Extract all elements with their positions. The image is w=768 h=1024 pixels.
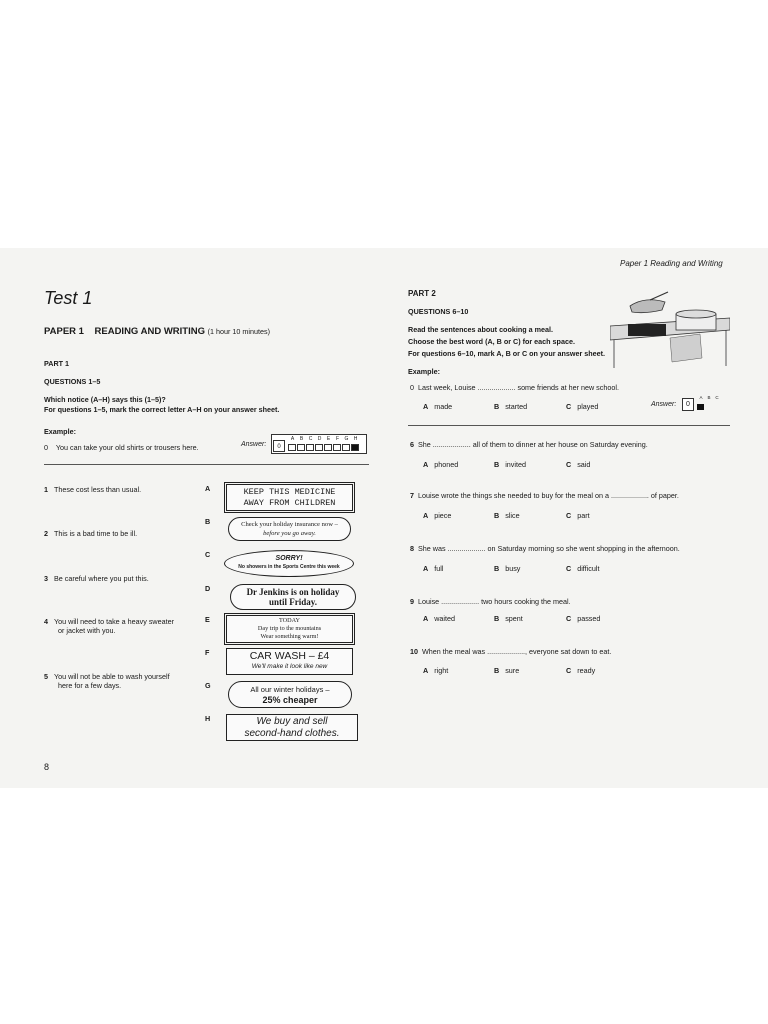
divider (44, 464, 369, 465)
notice-letter-c: C (205, 550, 211, 559)
notice-letter-e: E (205, 615, 210, 624)
paper-heading (44, 326, 270, 337)
right-divider (408, 425, 730, 426)
question-8-option-c: C difficult (566, 564, 600, 573)
notice-a: KEEP THIS MEDICINE AWAY FROM CHILDREN (226, 484, 353, 511)
right-example-option-b: B started (494, 402, 528, 411)
question-6: 6 She ................... all of them to dinner at her house on Saturday evening. (410, 440, 648, 449)
example-question (44, 443, 199, 452)
question-5: 5 You will not be able to wash yourself here for a few days. (44, 672, 170, 690)
right-answer-sheet-number: 0 (682, 398, 694, 411)
question-4: 4 You will need to take a heavy sweater or jacket with you. (44, 617, 174, 635)
right-answer-sheet-letters: A B C (699, 395, 719, 400)
notice-e: TODAY Day trip to the mountains Wear something warm! (226, 615, 353, 643)
question-7: 7 Louise wrote the things she needed to buy for the meal on a ................... of paper. (410, 491, 679, 500)
question-9-option-b: B spent (494, 614, 523, 623)
question-8: 8 She was ................... on Saturday morning so she went shopping in the afternoon. (410, 544, 680, 553)
right-instruction-2: Choose the best word (A, B or C) for each space. (408, 337, 575, 346)
question-10: 10 When the meal was ..................., everyone sat down to eat. (410, 647, 612, 656)
notice-letter-a: A (205, 484, 211, 493)
notice-g: All our winter holidays – 25% cheaper (228, 681, 352, 708)
right-example-option-c: C played (566, 402, 599, 411)
question-7-option-b: B slice (494, 511, 520, 520)
notice-c: SORRY! No showers in the Sports Centre this week (224, 550, 354, 577)
question-6-option-a: A phoned (423, 460, 459, 469)
question-7-option-a: A piece (423, 511, 452, 520)
running-head: Paper 1 Reading and Writing (620, 259, 723, 268)
right-instruction-1: Read the sentences about cooking a meal. (408, 325, 553, 334)
answer-sheet-letters: A B C D E F G H (290, 436, 358, 442)
question-7-option-c: C part (566, 511, 590, 520)
question-10-option-a: A right (423, 666, 449, 675)
part-2-label: PART 2 (408, 289, 436, 298)
notice-letter-h: H (205, 714, 211, 723)
part-label: PART 1 (44, 359, 70, 368)
notice-letter-b: B (205, 517, 211, 526)
question-9: 9 Louise ................... two hours cooking the meal. (410, 597, 571, 606)
right-example-option-a: A made (423, 402, 453, 411)
example-text: You can take your old shirts or trousers here. (55, 443, 199, 452)
example-label: Example: (44, 427, 76, 436)
answer-sheet-box (271, 434, 367, 454)
right-answer-sheet-box (682, 394, 730, 414)
answer-sheet-grid (288, 444, 360, 451)
question-6-option-c: C said (566, 460, 591, 469)
paper-label: PAPER 1 (44, 326, 84, 337)
right-answer-label: Answer: (651, 401, 677, 408)
page-number: 8 (44, 762, 50, 772)
cooking-illustration-icon (610, 288, 730, 368)
answer-sheet-number: 0 (273, 440, 285, 452)
question-3: 3 Be careful where you put this. (44, 574, 149, 583)
right-instruction-3: For questions 6–10, mark A, B or C on your answer sheet. (408, 349, 606, 358)
notice-letter-d: D (205, 584, 211, 593)
question-9-option-a: A waited (423, 614, 455, 623)
question-1: 1 These cost less than usual. (44, 485, 142, 494)
instruction-1: Which notice (A–H) says this (1–5)? (44, 395, 166, 404)
test-title: Test 1 (44, 288, 93, 308)
question-6-option-b: B invited (494, 460, 526, 469)
question-2: 2 This is a bad time to be ill. (44, 529, 138, 538)
notice-letter-g: G (205, 681, 211, 690)
questions-6-10-label: QUESTIONS 6–10 (408, 307, 469, 316)
example-number: 0 (44, 443, 48, 452)
right-answer-mark-a (697, 404, 704, 410)
notice-f: CAR WASH – £4 We'll make it look like new (226, 648, 353, 675)
answer-label: Answer: (241, 441, 267, 448)
question-9-option-c: C passed (566, 614, 601, 623)
questions-label: QUESTIONS 1–5 (44, 377, 101, 386)
right-example-question: 0 Last week, Louise ................... some friends at her new school. (410, 383, 619, 392)
notice-b: Check your holiday insurance now – before you go away. (228, 517, 351, 541)
notice-letter-f: F (205, 648, 210, 657)
notice-d: Dr Jenkins is on holiday until Friday. (230, 584, 356, 610)
paper-title: READING AND WRITING (94, 326, 205, 337)
question-8-option-b: B busy (494, 564, 521, 573)
question-10-option-c: C ready (566, 666, 596, 675)
instruction-2: For questions 1–5, mark the correct letter A–H on your answer sheet. (44, 405, 280, 414)
paper-duration: (1 hour 10 minutes) (207, 327, 270, 336)
right-example-label: Example: (408, 367, 440, 376)
question-10-option-b: B sure (494, 666, 520, 675)
question-8-option-a: A full (423, 564, 444, 573)
answer-mark-h (351, 444, 359, 451)
notice-h: We buy and sell second-hand clothes. (226, 714, 358, 741)
